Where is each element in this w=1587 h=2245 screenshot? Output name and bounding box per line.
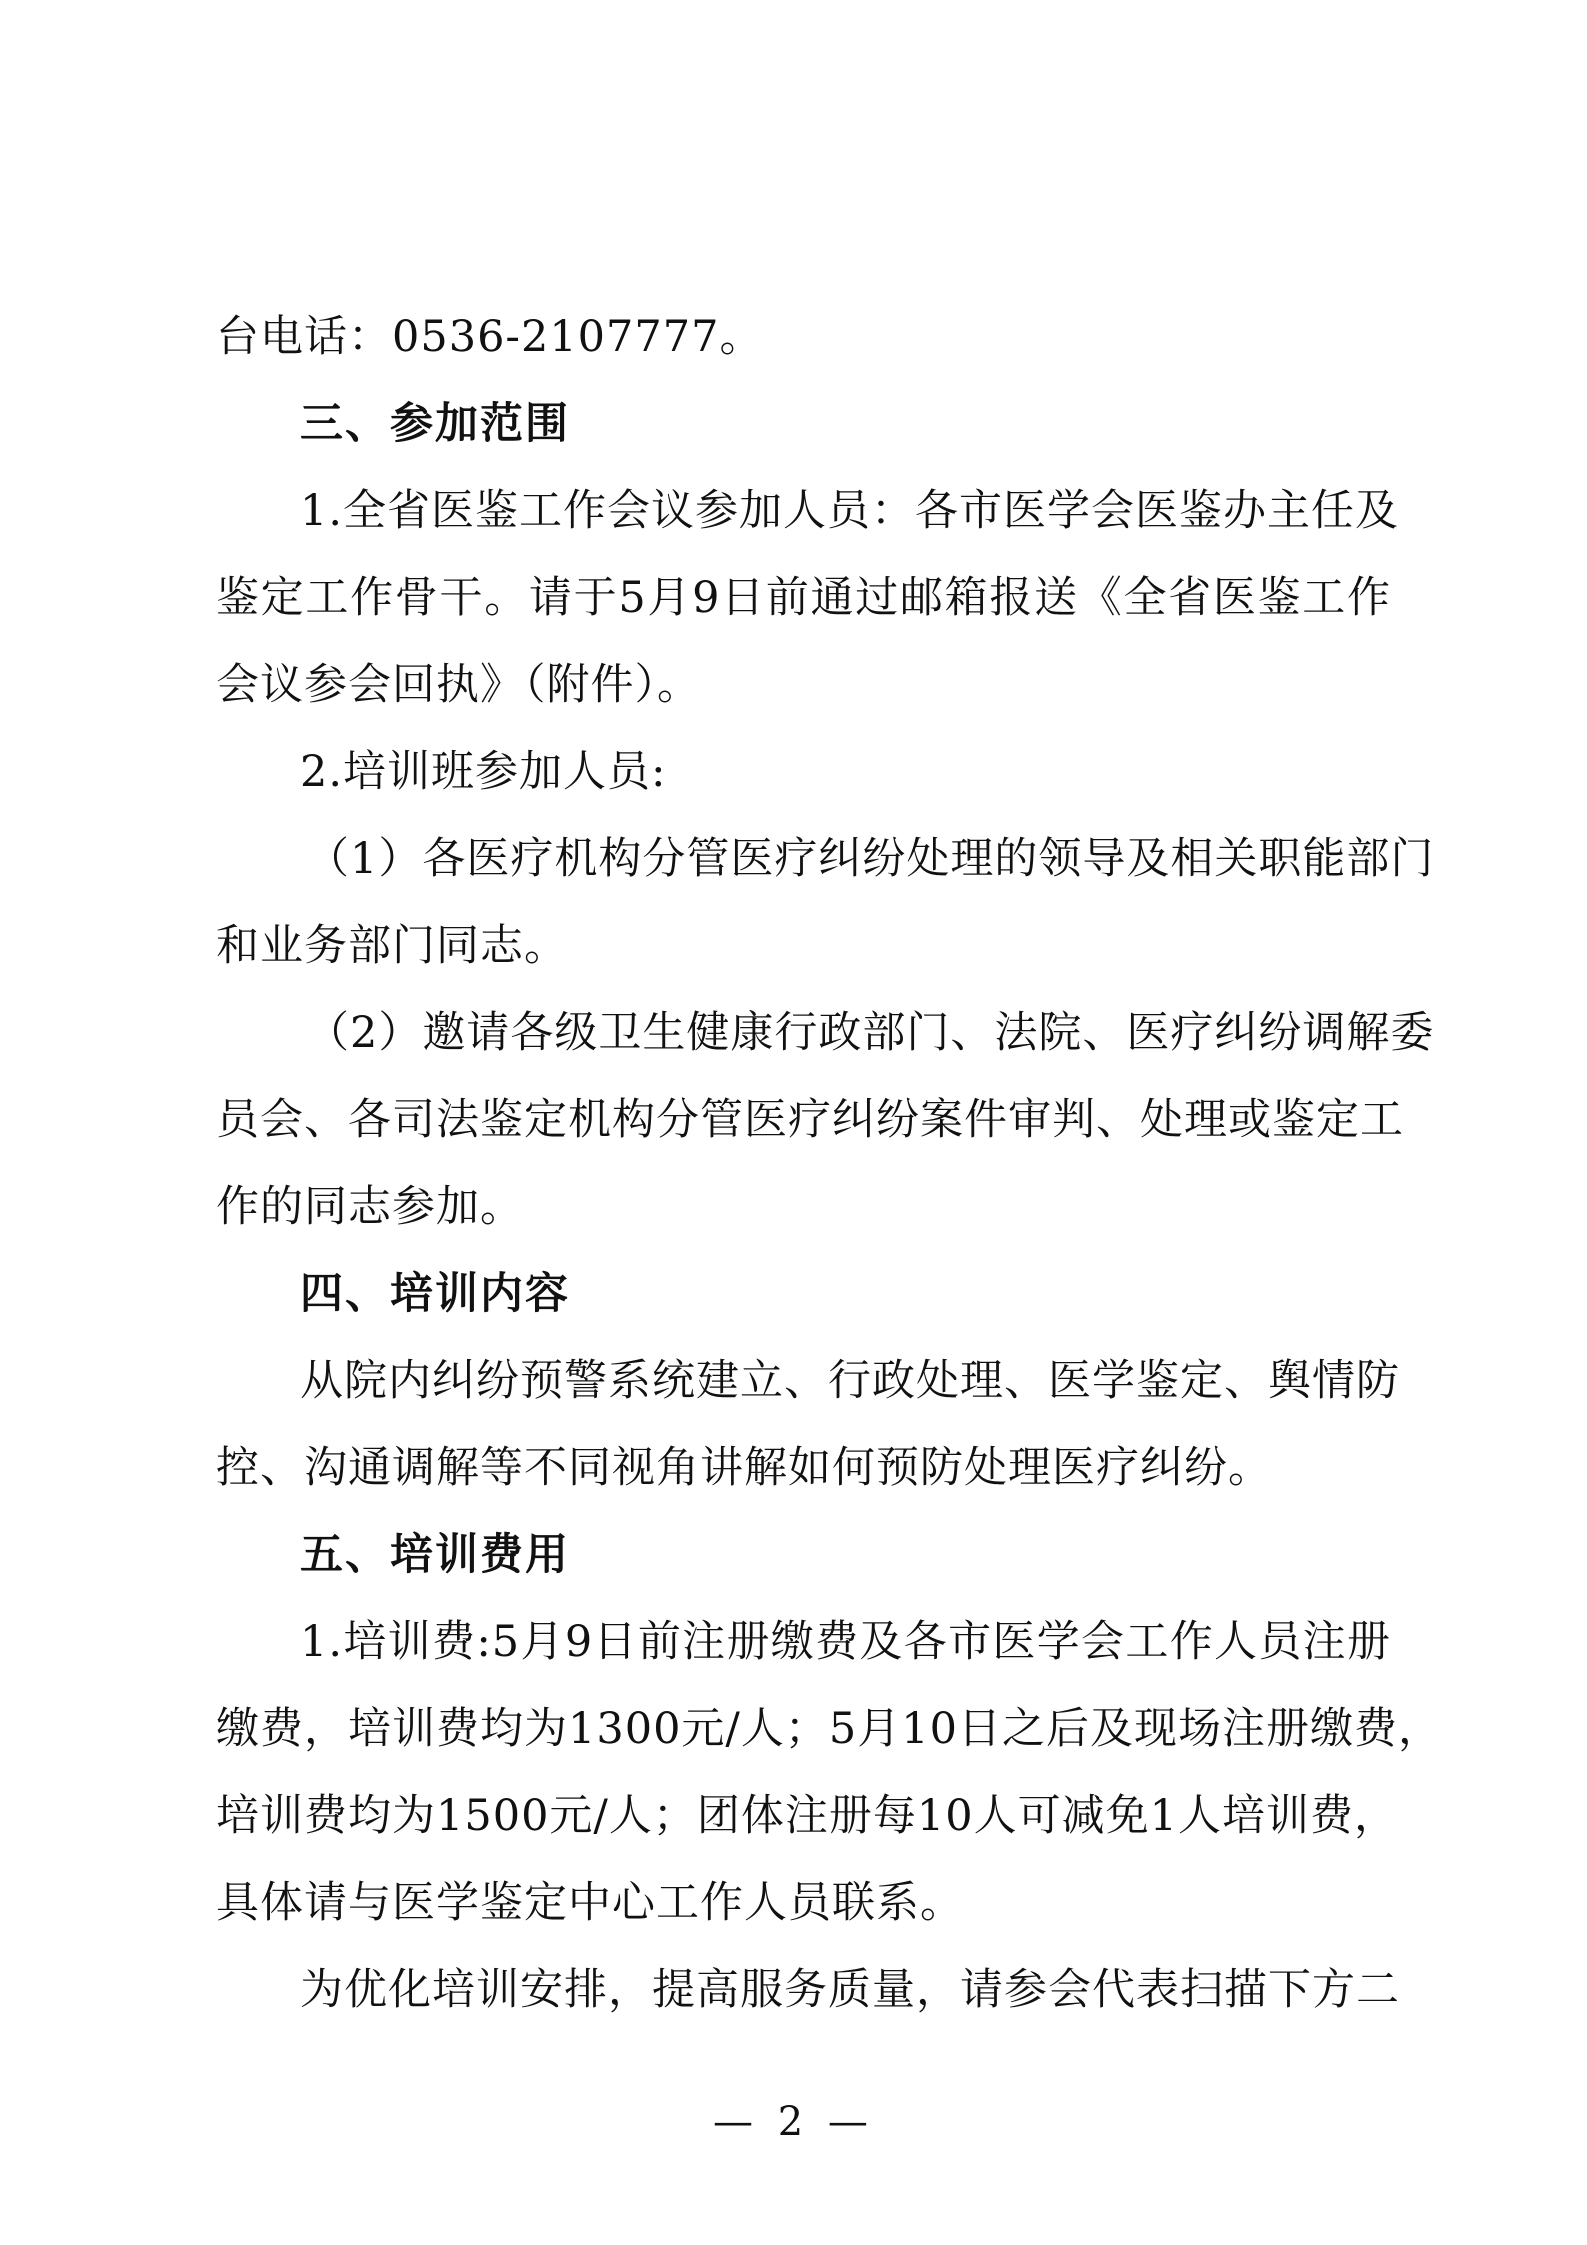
paragraph-line-fee-c: 培训费均为1500元/人；团体注册每10人可减免1人培训费，: [216, 1791, 1398, 1841]
section-heading-training-content: 四、培训内容: [300, 1269, 570, 1319]
paragraph-line-2-2a: （2）邀请各级卫生健康行政部门、法院、医疗纠纷调解委: [306, 1008, 1435, 1058]
paragraph-line-2-2c: 作的同志参加。: [216, 1182, 524, 1232]
paragraph-line-content-b: 控、沟通调解等不同视角讲解如何预防处理医疗纠纷。: [216, 1443, 1272, 1493]
section-heading-participation-scope: 三、参加范围: [300, 399, 570, 449]
paragraph-line-1a: 1.全省医鉴工作会议参加人员：各市医学会医鉴办主任及: [300, 486, 1400, 536]
paragraph-line-2: 2.培训班参加人员:: [300, 747, 667, 797]
paragraph-line-1c: 会议参会回执》（附件）。: [216, 660, 701, 710]
paragraph-line-fee-d: 具体请与医学鉴定中心工作人员联系。: [216, 1878, 964, 1928]
paragraph-line-fee-a: 1.培训费:5月9日前注册缴费及各市医学会工作人员注册: [300, 1617, 1391, 1667]
paragraph-line-content-a: 从院内纠纷预警系统建立、行政处理、医学鉴定、舆情防: [300, 1356, 1400, 1406]
paragraph-line-2-2b: 员会、各司法鉴定机构分管医疗纠纷案件审判、处理或鉴定工: [216, 1095, 1404, 1145]
paragraph-line-1b: 鉴定工作骨干。请于5月9日前通过邮箱报送《全省医鉴工作: [216, 573, 1391, 623]
paragraph-line-2-1a: （1）各医疗机构分管医疗纠纷处理的领导及相关职能部门: [306, 834, 1435, 884]
paragraph-line-2-1b: 和业务部门同志。: [216, 921, 568, 971]
page-number: — 2 —: [713, 2099, 874, 2145]
paragraph-line-phone: 台电话：0536-2107777。: [216, 312, 764, 362]
section-heading-training-fees: 五、培训费用: [300, 1530, 570, 1580]
paragraph-line-optimize: 为优化培训安排，提高服务质量，请参会代表扫描下方二: [300, 1965, 1400, 2015]
paragraph-line-fee-b: 缴费，培训费均为1300元/人；5月10日之后及现场注册缴费，: [216, 1704, 1442, 1754]
